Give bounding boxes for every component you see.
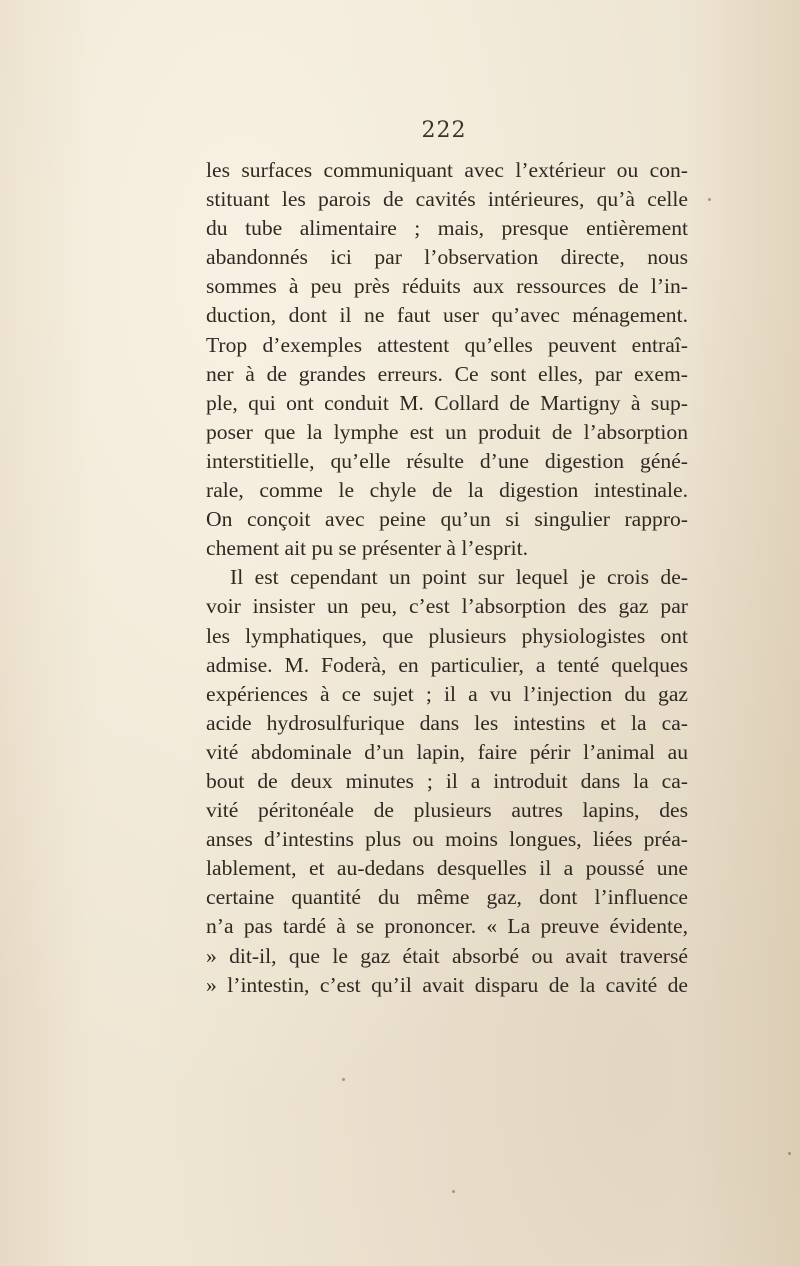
text-line: » l’intestin, c’est qu’il avait disparu de la cavité de — [206, 972, 688, 997]
text-line: anses d’intestins plus ou moins longues, liées préa- — [206, 827, 688, 852]
text-line: On conçoit avec peine qu’un si singulier rappro- — [206, 507, 688, 532]
text-line: interstitielle, qu’elle résulte d’une digestion géné- — [206, 448, 688, 473]
text-line: certaine quantité du même gaz, dont l’influence — [206, 885, 688, 910]
paper-speck — [342, 1078, 345, 1081]
paper-speck — [452, 1190, 455, 1193]
text-line: du tube alimentaire ; mais, presque entièrement — [206, 216, 688, 241]
body-text — [206, 156, 688, 1000]
text-line: ple, qui ont conduit M. Collard de Martigny à sup- — [206, 390, 688, 415]
text-line: Trop d’exemples attestent qu’elles peuvent entraî- — [206, 332, 688, 357]
text-line: poser que la lymphe est un produit de l’absorption — [206, 419, 688, 444]
text-line: abandonnés ici par l’observation directe, nous — [206, 245, 688, 270]
text-line: vité abdominale d’un lapin, faire périr l’animal au — [206, 739, 688, 764]
text-line: Il est cependant un point sur lequel je crois de- — [230, 565, 688, 590]
text-line: bout de deux minutes ; il a introduit dans la ca- — [206, 768, 688, 793]
paper-speck — [708, 198, 711, 201]
text-line: admise. M. Foderà, en particulier, a tenté quelques — [206, 652, 688, 677]
text-line: ner à de grandes erreurs. Ce sont elles, par exem- — [206, 361, 688, 386]
text-line: lablement, et au-dedans desquelles il a poussé une — [206, 856, 688, 881]
text-line: les surfaces communiquant avec l’extérieur ou con- — [206, 158, 688, 182]
text-line: stituant les parois de cavités intérieures, qu’à celle — [206, 187, 688, 212]
page-number: 222 — [421, 118, 467, 143]
text-line: sommes à peu près réduits aux ressources de l’in- — [206, 274, 688, 299]
text-line: duction, dont il ne faut user qu’avec ménagement. — [206, 303, 688, 328]
text-line: acide hydrosulfurique dans les intestins et la ca- — [206, 710, 688, 735]
text-line: rale, comme le chyle de la digestion intestinale. — [206, 478, 688, 503]
text-line: vité péritonéale de plusieurs autres lapins, des — [206, 798, 688, 823]
text-line: n’a pas tardé à se prononcer. « La preuve évidente, — [206, 914, 688, 939]
text-line: les lymphatiques, que plusieurs physiologistes ont — [206, 623, 688, 648]
text-line: chement ait pu se présenter à l’esprit. — [206, 536, 528, 561]
text-line: expériences à ce sujet ; il a vu l’injection du gaz — [206, 681, 688, 706]
paper-speck — [788, 1152, 791, 1155]
text-line: » dit-il, que le gaz était absorbé ou avait traversé — [206, 943, 688, 968]
text-line: voir insister un peu, c’est l’absorption des gaz par — [206, 594, 688, 619]
